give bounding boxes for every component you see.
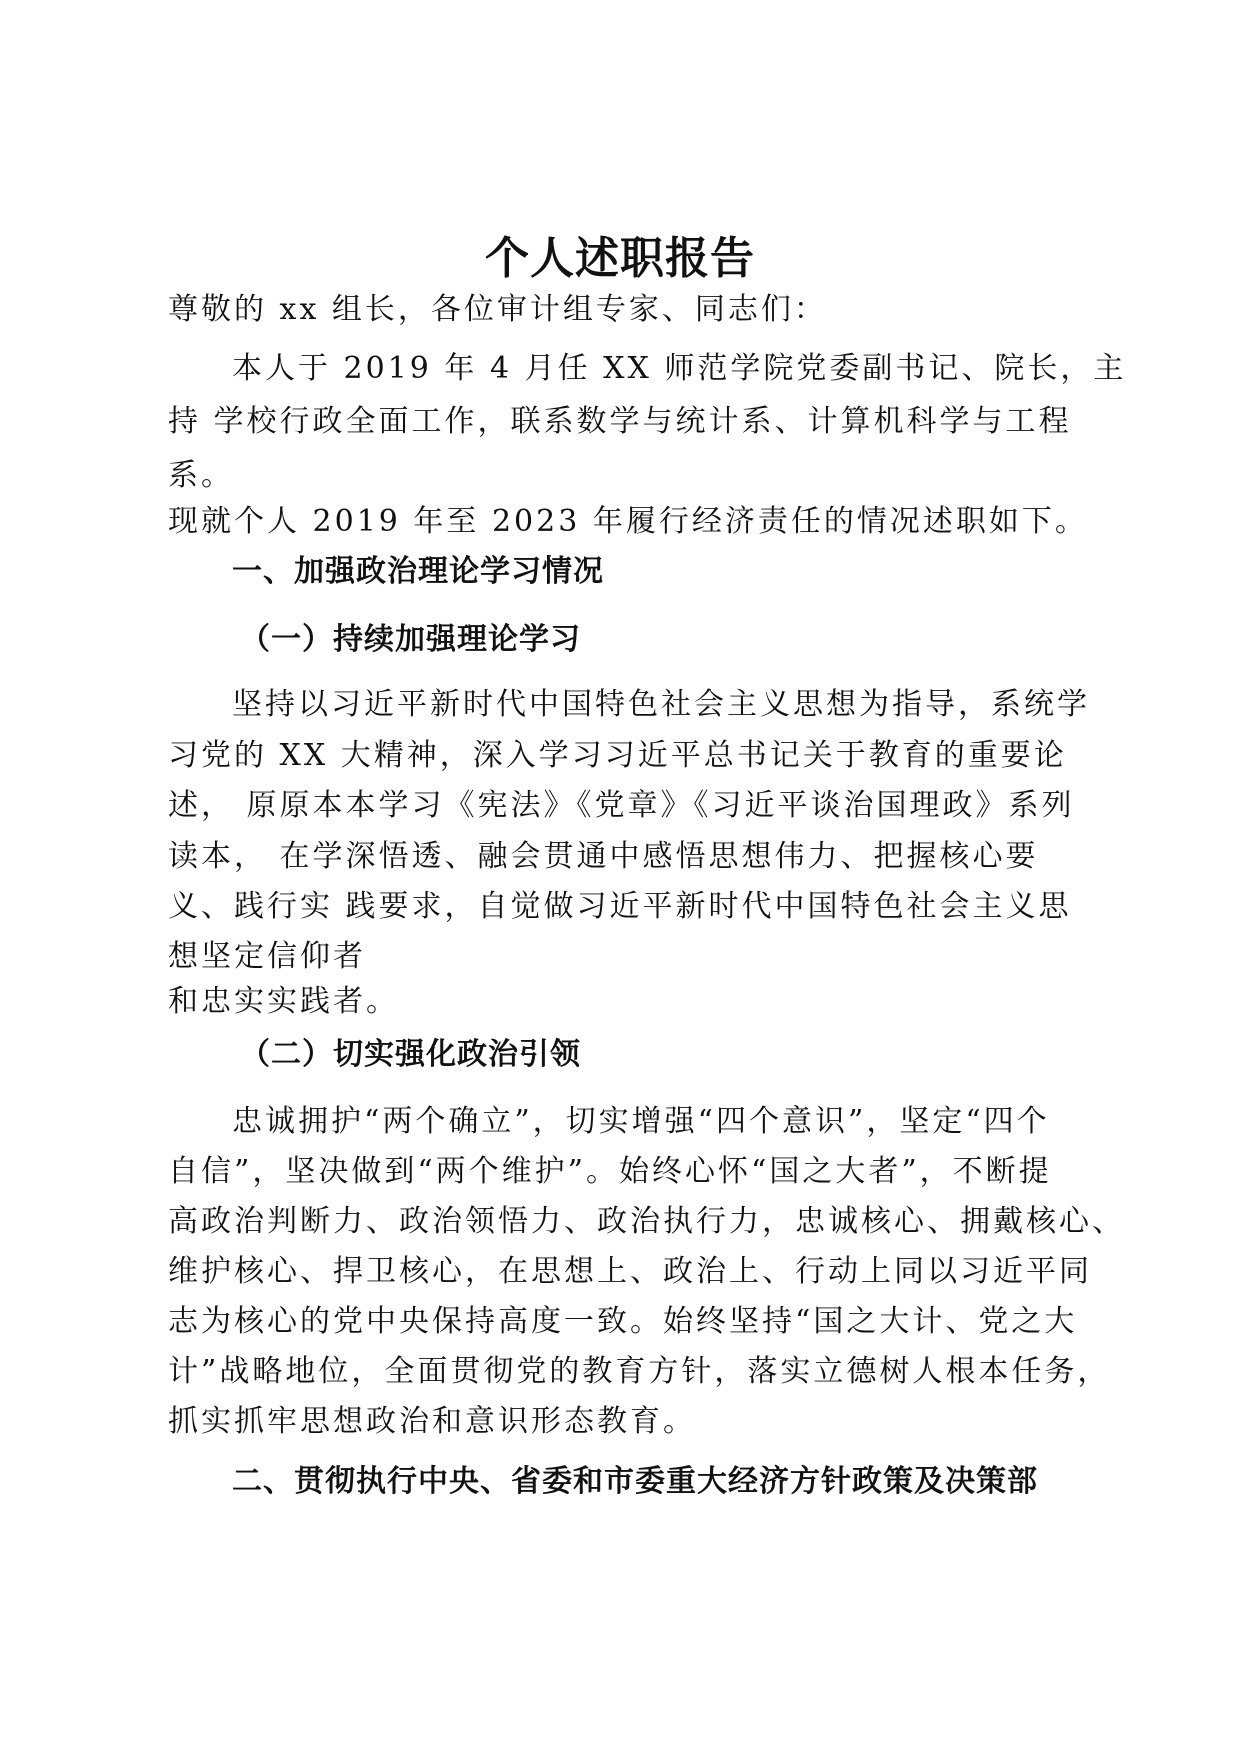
paragraph-line: 忠诚拥护“两个确立”，切实增强“四个意识”，坚定“四个: [232, 1104, 1050, 1139]
intro-line-4: 现就个人 2019 年至 2023 年履行经济责任的情况述职如下。: [168, 504, 1088, 539]
paragraph-line: 高政治判断力、政治领悟力、政治执行力，忠诚核心、拥戴核心、: [168, 1204, 1125, 1239]
paragraph-line: 维护核心、捍卫核心，在思想上、政治上、行动上同以习近平同: [168, 1254, 1092, 1289]
intro-line-3: 系。: [168, 458, 234, 493]
page-title: 个人述职报告: [485, 233, 755, 284]
paragraph-line: 自信”，坚决做到“两个维护”。始终心怀“国之大者”，不断提: [168, 1154, 1052, 1189]
salutation: 尊敬的 xx 组长，各位审计组专家、同志们：: [168, 292, 827, 327]
paragraph-line: 读本， 在学深悟透、融会贯通中感悟思想伟力、把握核心要: [168, 839, 1039, 874]
paragraph-line: 抓实抓牢思想政治和意识形态教育。: [168, 1404, 696, 1439]
section-2-heading: 二、贯彻执行中央、省委和市委重大经济方针政策及决策部: [232, 1464, 1038, 1499]
paragraph-line: 义、践行实 践要求，自觉做习近平新时代中国特色社会主义思: [168, 889, 1072, 924]
paragraph-line: 述， 原原本本学习《宪法》《党章》《习近平谈治国理政》系列: [168, 788, 1075, 823]
paragraph-line: 想坚定信仰者: [168, 939, 366, 974]
section-1-sub-2-heading: （二）切实强化政治引领: [240, 1037, 581, 1072]
paragraph-line: 志为核心的党中央保持高度一致。始终坚持“国之大计、党之大: [168, 1304, 1078, 1339]
paragraph-line: 习党的 XX 大精神，深入学习习近平总书记关于教育的重要论: [168, 738, 1067, 773]
paragraph-line: 计”战略地位，全面贯彻党的教育方针，落实立德树人根本任务，: [168, 1354, 1111, 1389]
intro-line-2: 持 学校行政全面工作，联系数学与统计系、计算机科学与工程: [168, 404, 1072, 439]
paragraph-line: 坚持以习近平新时代中国特色社会主义思想为指导，系统学: [232, 687, 1090, 722]
section-1-sub-1-heading: （一）持续加强理论学习: [240, 622, 581, 657]
intro-line-1: 本人于 2019 年 4 月任 XX 师范学院党委副书记、院长，主: [232, 351, 1127, 386]
section-1-heading: 一、加强政治理论学习情况: [232, 554, 604, 589]
paragraph-line: 和忠实实践者。: [168, 984, 399, 1019]
